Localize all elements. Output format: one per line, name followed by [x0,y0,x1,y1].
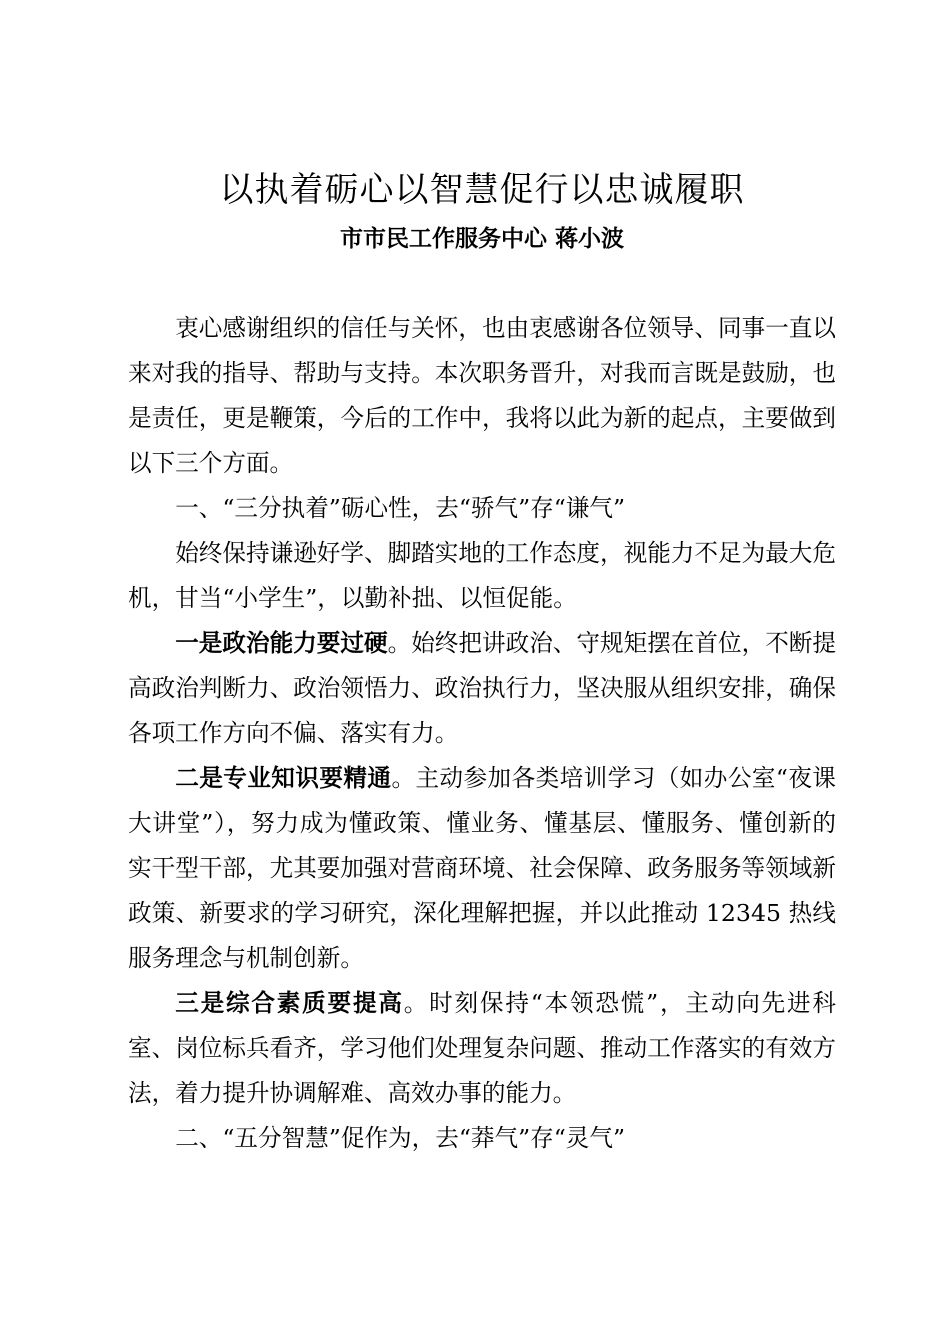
section-heading-2: 二、“五分智慧”促作为，去“莽气”存“灵气” [175,1124,626,1152]
document-author-line: 市市民工作服务中心 蒋小波 [339,225,624,252]
paragraph-point-quality: 三是综合素质要提高。时刻保持“本领恐慌”，主动向先进科室、岗位标兵看齐，学习他们处理复杂问题、推动工作落实的有效方法，着力提升协调解难、高效办事的能力。 [128,989,837,1107]
point-lead-political: 一是政治能力要过硬 [175,629,388,657]
document-body [128,306,836,1161]
paragraph-point-political: 一是政治能力要过硬。始终把讲政治、守规矩摆在首位，不断提高政治判断力、政治领悟力、政治执行力，坚决服从组织安排，确保各项工作方向不偏、落实有力。 [128,629,836,747]
document-title: 以执着砺心以智慧促行以忠诚履职 [219,170,745,210]
section-heading-1: 一、“三分执着”砺心性，去“骄气”存“谦气” [175,494,626,522]
point-lead-professional: 二是专业知识要精通 [175,764,392,792]
paragraph-section-1-intro: 始终保持谦逊好学、脚踏实地的工作态度，视能力不足为最大危机，甘当“小学生”，以勤补拙、以恒促能。 [128,539,836,612]
paragraph-intro: 衷心感谢组织的信任与关怀，也由衷感谢各位领导、同事一直以来对我的指导、帮助与支持。本次职务晋升，对我而言既是鼓励，也是责任，更是鞭策，今后的工作中，我将以此为新的起点，主要做到以下三个方面。 [128,314,836,477]
paragraph-point-professional: 二是专业知识要精通。主动参加各类培训学习（如办公室“夜课大讲堂”），努力成为懂政策、懂业务、懂基层、懂服务、懂创新的实干型干部，尤其要加强对营商环境、社会保障、政务服务等领域新政策、新要求的学习研究，深化理解把握，并以此推动 12345 热线服务理念与机制创新。 [128,764,836,972]
point-lead-quality: 三是综合素质要提高 [175,989,404,1017]
